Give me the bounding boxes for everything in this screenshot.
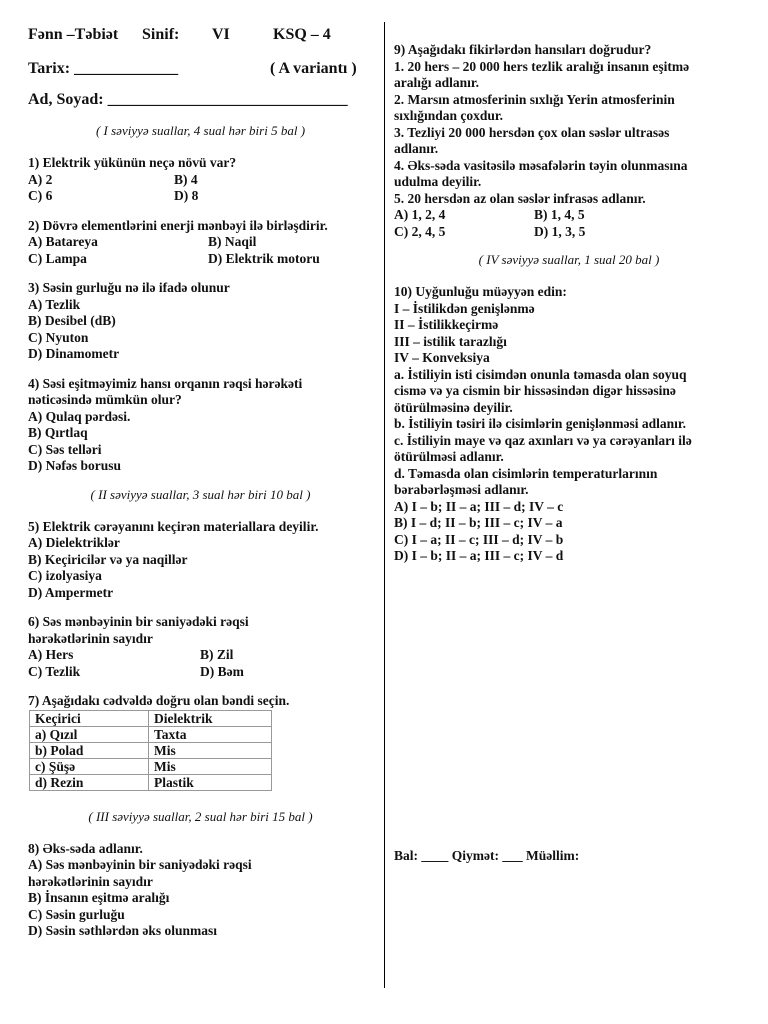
option-a: A) I – b; II – a; III – d; IV – c bbox=[394, 498, 564, 514]
option-c: C) izolyasiya bbox=[28, 568, 102, 583]
level-1-heading: ( I səviyyə suallar, 4 sual hər biri 5 bal ) bbox=[95, 123, 306, 138]
date-field: Tarix: _____________ bbox=[28, 60, 179, 77]
option-c: C) 6 bbox=[28, 188, 53, 203]
level-3-heading: ( III səviyyə suallar, 2 sual hər biri 15 bal ) bbox=[88, 808, 313, 824]
question-5 bbox=[28, 519, 373, 602]
option-b: B) 1, 4, 5 bbox=[534, 207, 585, 222]
table-cell: Mis bbox=[149, 742, 272, 758]
question-2 bbox=[28, 218, 373, 268]
option-row bbox=[28, 647, 373, 664]
name-field: Ad, Soyad: ______________________________ bbox=[28, 91, 348, 108]
question-text-cont: hərəkətlərinin sayıdır bbox=[28, 630, 153, 646]
option-d: D) Ampermetr bbox=[28, 584, 114, 600]
option-b: B) Naqil bbox=[208, 234, 257, 249]
table-row bbox=[30, 726, 272, 742]
definition-c-cont: ötürülməsi adlanır. bbox=[394, 449, 504, 464]
test-label: KSQ – 4 bbox=[273, 26, 331, 43]
question-8 bbox=[28, 841, 373, 940]
statement-2: 2. Marsın atmosferinin sıxlığı Yerin atmosferinin bbox=[394, 91, 675, 107]
table-row bbox=[30, 758, 272, 774]
class-label: Sinif: bbox=[142, 26, 180, 43]
option-b: B) Keçiricilər və ya naqillər bbox=[28, 551, 188, 567]
item-iv: IV – Konveksiya bbox=[394, 350, 490, 365]
option-c: C) Səs telləri bbox=[28, 441, 102, 457]
question-text: 1) Elektrik yükünün neçə növü var? bbox=[28, 155, 237, 170]
class-value: VI bbox=[212, 26, 230, 43]
table-cell: c) Şüşə bbox=[30, 758, 149, 774]
option-d: D) Dinamometr bbox=[28, 346, 120, 361]
header-row-2 bbox=[28, 60, 373, 84]
option-d: D) Nəfəs borusu bbox=[28, 458, 121, 473]
definition-a-cont: ötürülməsinə deyilir. bbox=[394, 399, 513, 415]
table-cell: d) Rezin bbox=[30, 774, 149, 790]
option-c: C) Tezlik bbox=[28, 663, 81, 679]
statement-2-cont: sıxlığından çoxdur. bbox=[394, 108, 504, 123]
option-c: C) Lampa bbox=[28, 250, 87, 266]
table-cell: Mis bbox=[149, 758, 272, 774]
statement-4: 4. Əks-səda vasitəsilə məsafələrin təyin olunmasına bbox=[394, 157, 688, 173]
option-row bbox=[28, 234, 373, 251]
item-ii: II – İstilikkeçirmə bbox=[394, 317, 499, 332]
option-row bbox=[28, 172, 373, 189]
statement-4-cont: udulma deyilir. bbox=[394, 174, 482, 189]
option-b: B) Desibel (dB) bbox=[28, 313, 116, 328]
option-d: D) Səsin səthlərdən əks olunması bbox=[28, 923, 218, 938]
question-text: 3) Səsin gurluğu nə ilə ifadə olunur bbox=[28, 280, 230, 295]
definition-b: b. İstiliyin təsiri ilə cisimlərin genişlənməsi adlanır. bbox=[394, 416, 687, 431]
option-d: D) I – b; II – a; III – c; IV – d bbox=[394, 548, 564, 563]
option-b: B) 4 bbox=[174, 171, 198, 187]
item-i: I – İstilikdən genişlənmə bbox=[394, 300, 535, 316]
variant-label: ( A variantı ) bbox=[270, 60, 357, 77]
option-c: C) 2, 4, 5 bbox=[394, 223, 446, 239]
question-1 bbox=[28, 155, 373, 205]
option-c: C) Nyuton bbox=[28, 329, 89, 345]
question-text: 9) Aşağıdakı fikirlərdən hansıları doğrudur? bbox=[394, 42, 652, 57]
option-d: D) 1, 3, 5 bbox=[534, 223, 586, 239]
statement-1-cont: aralığı adlanır. bbox=[394, 75, 480, 90]
option-a: A) Dielektriklər bbox=[28, 535, 120, 550]
definition-a-cont: cismə və ya cismin bir hissəsindən digər hissəsinə bbox=[394, 383, 676, 398]
definition-d-cont: bərabərləşməsi adlanır. bbox=[394, 482, 529, 497]
option-c: C) I – a; II – c; III – d; IV – b bbox=[394, 531, 564, 547]
option-d: D) Elektrik motoru bbox=[208, 250, 320, 266]
table-cell: Taxta bbox=[149, 726, 272, 742]
option-row bbox=[28, 664, 373, 681]
table-row bbox=[30, 742, 272, 758]
level-2-heading: ( II səviyyə suallar, 3 sual hər biri 10 bal ) bbox=[90, 486, 311, 502]
statement-3-cont: adlanır. bbox=[394, 141, 439, 156]
option-a: A) Batareya bbox=[28, 234, 98, 249]
table-cell: Plastik bbox=[149, 774, 272, 790]
question-text: 2) Dövrə elementlərini enerji mənbəyi ilə birləşdirir. bbox=[28, 217, 328, 233]
definition-d: d. Təmasda olan cisimlərin temperaturlarının bbox=[394, 465, 658, 481]
statement-3: 3. Tezliyi 20 000 hersdən çox olan səslər ultrasəs bbox=[394, 124, 670, 140]
left-column bbox=[28, 26, 373, 940]
question-text-cont: nəticəsində mümkün olur? bbox=[28, 392, 182, 407]
option-a: A) Səs mənbəyinin bir saniyədəki rəqsi bbox=[28, 857, 252, 872]
option-a: A) 1, 2, 4 bbox=[394, 207, 446, 222]
score-footer: Bal: ____ Qiymət: ___ Müəllim: bbox=[394, 847, 580, 863]
option-row bbox=[394, 224, 744, 241]
question-text: 4) Səsi eşitməyimiz hansı orqanın rəqsi hərəkəti bbox=[28, 375, 303, 391]
header-row-1 bbox=[28, 26, 373, 50]
table-header: Keçirici bbox=[30, 710, 149, 726]
option-row bbox=[394, 207, 744, 224]
option-d: D) Bəm bbox=[200, 663, 244, 679]
definition-c: c. İstiliyin maye və qaz axınları və ya cərəyanları ilə bbox=[394, 432, 692, 448]
question-text: 10) Uyğunluğu müəyyən edin: bbox=[394, 284, 567, 299]
question-7 bbox=[28, 693, 373, 791]
question-text: 8) Əks-səda adlanır. bbox=[28, 840, 143, 856]
option-c: C) Səsin gurluğu bbox=[28, 906, 125, 922]
question-text: 6) Səs mənbəyinin bir saniyədəki rəqsi bbox=[28, 614, 249, 629]
table-cell: a) Qızıl bbox=[30, 726, 149, 742]
item-iii: III – istilik tarazlığı bbox=[394, 333, 507, 349]
question-10 bbox=[394, 284, 744, 565]
option-b: B) Qırtlaq bbox=[28, 425, 88, 440]
right-column bbox=[394, 42, 744, 864]
table-header-row bbox=[30, 710, 272, 726]
definition-a: a. İstiliyin isti cisimdən onunla təmasda olan soyuq bbox=[394, 366, 687, 382]
option-b: B) İnsanın eşitmə aralığı bbox=[28, 890, 170, 905]
question-text: 5) Elektrik cərəyanını keçirən materiallara deyilir. bbox=[28, 518, 319, 534]
table-row bbox=[30, 774, 272, 790]
statement-1: 1. 20 hers – 20 000 hers tezlik aralığı insanın eşitmə bbox=[394, 58, 690, 74]
option-a-cont: hərəkətlərinin sayıdır bbox=[28, 873, 153, 889]
option-b: B) I – d; II – b; III – c; IV – a bbox=[394, 515, 563, 530]
question-3 bbox=[28, 280, 373, 363]
option-a: A) Qulaq pərdəsi. bbox=[28, 408, 131, 424]
option-a: A) Tezlik bbox=[28, 296, 81, 312]
column-divider bbox=[384, 22, 385, 988]
option-a: A) Hers bbox=[28, 647, 74, 662]
statement-5: 5. 20 hersdən az olan səslər infrasəs adlanır. bbox=[394, 190, 646, 206]
subject-label: Fənn –Təbiət bbox=[28, 26, 119, 43]
question-9 bbox=[394, 42, 744, 240]
option-b: B) Zil bbox=[200, 647, 234, 662]
table-cell: b) Polad bbox=[30, 742, 149, 758]
option-row bbox=[28, 188, 373, 205]
header-row-3 bbox=[28, 91, 373, 115]
level-4-heading: ( IV səviyyə suallar, 1 sual 20 bal ) bbox=[478, 252, 660, 267]
option-a: A) 2 bbox=[28, 171, 53, 187]
option-row bbox=[28, 251, 373, 268]
question-text: 7) Aşağıdakı cədvəldə doğru olan bəndi seçin. bbox=[28, 693, 290, 708]
option-d: D) 8 bbox=[174, 188, 199, 203]
question-6 bbox=[28, 614, 373, 680]
question-4 bbox=[28, 376, 373, 475]
table-header: Dielektrik bbox=[149, 710, 272, 726]
conductor-table bbox=[29, 710, 272, 791]
